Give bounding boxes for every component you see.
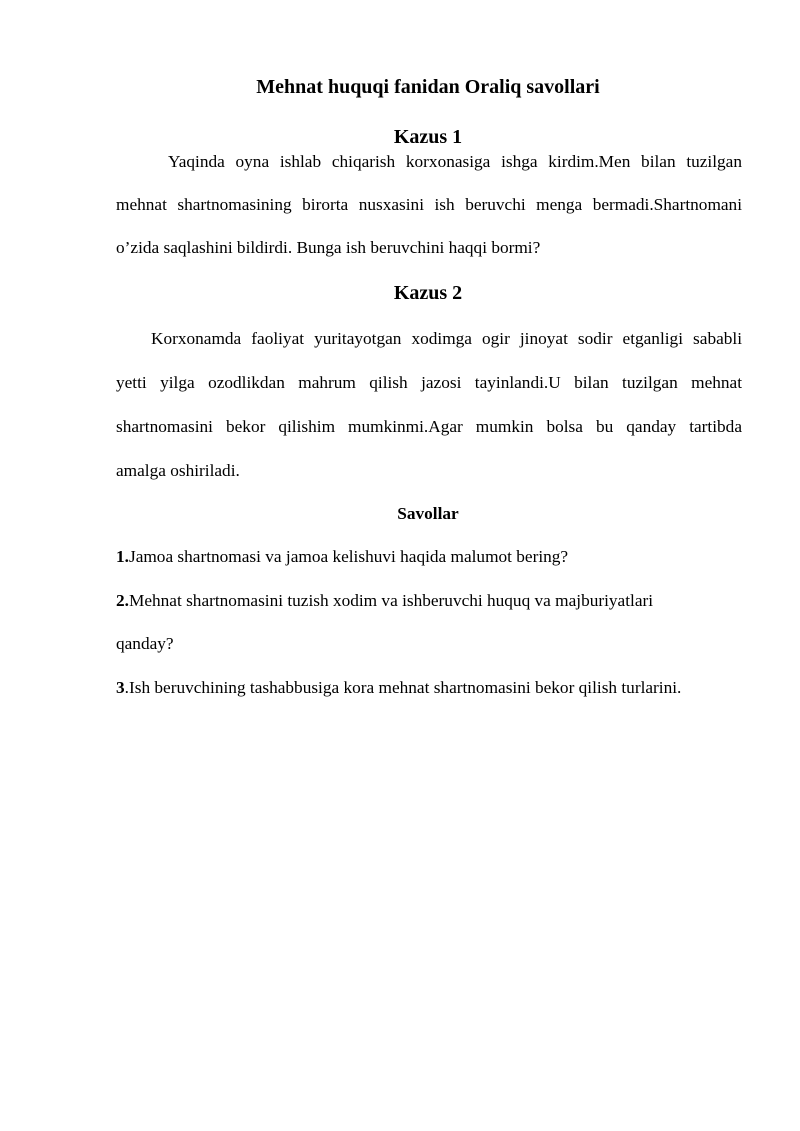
question-2-continued [116,634,742,654]
question-text: .Ish beruvchining tashabbusiga kora mehnat shartnomasini bekor qilish turlarini. [124,678,682,697]
case2-line-1: Korxonamda faoliyat yuritayotgan xodimga ogir jinoyat sodir etganligi sababli [151,329,742,348]
question-3 [116,678,742,698]
case1-line-2: mehnat shartnomasining birorta nusxasini ish beruvchi menga bermadi.Shartnomani [116,195,742,214]
question-text: Mehnat shartnomasini tuzish xodim va ishberuvchi huquq va majburiyatlari [128,591,654,610]
case2-line-3: shartnomasini bekor qilishim mumkinmi.Agar mumkin bolsa bu qanday tartibda [116,417,742,436]
question-number: 1. [116,547,129,566]
question-number: 2. [116,591,129,610]
questions-heading: Savollar [397,504,459,523]
case1-line-1: Yaqinda oyna ishlab chiqarish korxonasiga ishga kirdim.Men bilan tuzilgan [168,152,742,171]
case1-line-3: o’zida saqlashini bildirdi. Bunga ish beruvchini haqqi bormi? [116,238,541,257]
question-text: Jamoa shartnomasi va jamoa kelishuvi haqida malumot bering? [128,547,569,566]
case2-line-4: amalga oshiriladi. [116,461,240,480]
question-number: 3 [116,678,125,697]
question-text: qanday? [116,634,174,653]
document-title: Mehnat huquqi fanidan Oraliq savollari [256,76,600,98]
question-2 [116,591,742,611]
case2-line-2: yetti yilga ozodlikdan mahrum qilish jazosi tayinlandi.U bilan tuzilgan mehnat [116,373,742,392]
case1-heading: Kazus 1 [393,126,463,148]
case2-heading: Kazus 2 [393,282,463,304]
question-1 [116,547,742,567]
